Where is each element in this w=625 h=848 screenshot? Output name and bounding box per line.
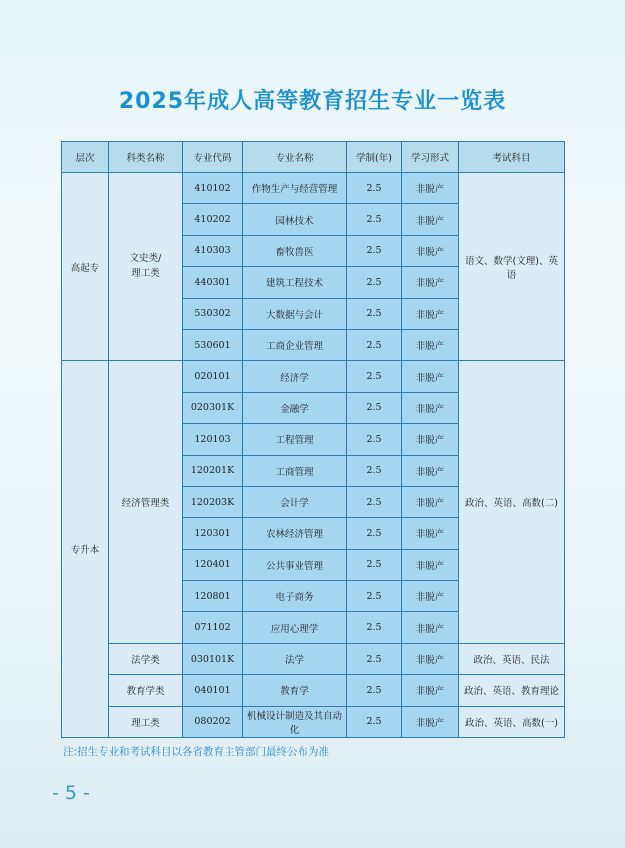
study-form-cell: 非脱产	[402, 267, 459, 298]
years-cell: 2.5	[347, 518, 402, 549]
major-name-cell: 经济学	[243, 361, 347, 392]
category-cell: 理工类	[109, 706, 183, 737]
table-row	[62, 173, 565, 204]
study-form-cell: 非脱产	[402, 329, 459, 360]
header-code: 专业代码	[183, 142, 243, 173]
years-cell: 2.5	[347, 643, 402, 674]
major-code-cell: 040101	[183, 675, 243, 706]
major-code-cell: 410202	[183, 204, 243, 235]
category-cell: 教育学类	[109, 675, 183, 706]
study-form-cell: 非脱产	[402, 675, 459, 706]
major-code-cell: 410303	[183, 235, 243, 266]
major-name-cell: 金融学	[243, 392, 347, 423]
level-cell: 高起专	[62, 173, 109, 361]
page-title: 2025年成人高等教育招生专业一览表	[118, 89, 507, 114]
major-name-cell: 工商管理	[243, 455, 347, 486]
header-major: 专业名称	[243, 142, 347, 173]
major-name-cell: 会计学	[243, 486, 347, 517]
exam-subjects-cell: 政治、英语、高数(二)	[459, 361, 565, 644]
years-cell: 2.5	[347, 706, 402, 737]
major-name-cell: 工商企业管理	[243, 329, 347, 360]
study-form-cell: 非脱产	[402, 298, 459, 329]
years-cell: 2.5	[347, 486, 402, 517]
exam-subjects-cell: 政治、英语、民法	[459, 643, 565, 674]
study-form-cell: 非脱产	[402, 424, 459, 455]
majors-table	[61, 141, 565, 738]
major-name-cell: 法学	[243, 643, 347, 674]
years-cell: 2.5	[347, 361, 402, 392]
study-form-cell: 非脱产	[402, 392, 459, 423]
study-form-cell: 非脱产	[402, 235, 459, 266]
exam-subjects-cell: 语文、数学(文理)、英语	[459, 173, 565, 361]
major-name-cell: 教育学	[243, 675, 347, 706]
major-code-cell: 120201K	[183, 455, 243, 486]
major-name-cell: 应用心理学	[243, 612, 347, 643]
table-row	[62, 643, 565, 674]
major-name-cell: 公共事业管理	[243, 549, 347, 580]
years-cell: 2.5	[347, 267, 402, 298]
major-code-cell: 020301K	[183, 392, 243, 423]
years-cell: 2.5	[347, 549, 402, 580]
major-code-cell: 440301	[183, 267, 243, 298]
major-code-cell: 410102	[183, 173, 243, 204]
exam-subjects-cell: 政治、英语、高数(一)	[459, 706, 565, 737]
header-years: 学制(年)	[347, 142, 402, 173]
footnote: 注:招生专业和考试科目以各省教育主管部门最终公布为准	[63, 746, 330, 758]
study-form-cell: 非脱产	[402, 643, 459, 674]
years-cell: 2.5	[347, 455, 402, 486]
years-cell: 2.5	[347, 424, 402, 455]
table-row	[62, 361, 565, 392]
category-cell: 法学类	[109, 643, 183, 674]
major-code-cell: 120801	[183, 581, 243, 612]
major-code-cell: 030101K	[183, 643, 243, 674]
table-row	[62, 706, 565, 737]
major-name-cell: 电子商务	[243, 581, 347, 612]
years-cell: 2.5	[347, 612, 402, 643]
years-cell: 2.5	[347, 581, 402, 612]
major-code-cell: 120103	[183, 424, 243, 455]
table-row	[62, 675, 565, 706]
table-header-row	[62, 142, 565, 173]
category-cell: 经济管理类	[109, 361, 183, 644]
study-form-cell: 非脱产	[402, 581, 459, 612]
years-cell: 2.5	[347, 298, 402, 329]
major-name-cell: 工程管理	[243, 424, 347, 455]
major-name-cell: 畜牧兽医	[243, 235, 347, 266]
category-cell: 文史类/ 理工类	[109, 173, 183, 361]
study-form-cell: 非脱产	[402, 173, 459, 204]
major-name-cell: 大数据与会计	[243, 298, 347, 329]
years-cell: 2.5	[347, 204, 402, 235]
major-code-cell: 530601	[183, 329, 243, 360]
major-code-cell: 120401	[183, 549, 243, 580]
major-code-cell: 120203K	[183, 486, 243, 517]
study-form-cell: 非脱产	[402, 204, 459, 235]
header-subjects: 考试科目	[459, 142, 565, 173]
major-name-cell: 机械设计制造及其自动化	[243, 706, 347, 737]
study-form-cell: 非脱产	[402, 518, 459, 549]
years-cell: 2.5	[347, 329, 402, 360]
major-code-cell: 530302	[183, 298, 243, 329]
major-name-cell: 建筑工程技术	[243, 267, 347, 298]
study-form-cell: 非脱产	[402, 549, 459, 580]
major-code-cell: 020101	[183, 361, 243, 392]
header-form: 学习形式	[402, 142, 459, 173]
study-form-cell: 非脱产	[402, 486, 459, 517]
level-cell: 专升本	[62, 361, 109, 738]
major-name-cell: 作物生产与经营管理	[243, 173, 347, 204]
major-code-cell: 120301	[183, 518, 243, 549]
major-code-cell: 080202	[183, 706, 243, 737]
major-name-cell: 农林经济管理	[243, 518, 347, 549]
major-code-cell: 071102	[183, 612, 243, 643]
page-number: - 5 -	[52, 782, 90, 804]
exam-subjects-cell: 政治、英语、教育理论	[459, 675, 565, 706]
study-form-cell: 非脱产	[402, 455, 459, 486]
study-form-cell: 非脱产	[402, 706, 459, 737]
header-level: 层次	[62, 142, 109, 173]
years-cell: 2.5	[347, 173, 402, 204]
major-name-cell: 园林技术	[243, 204, 347, 235]
study-form-cell: 非脱产	[402, 612, 459, 643]
years-cell: 2.5	[347, 235, 402, 266]
study-form-cell: 非脱产	[402, 361, 459, 392]
years-cell: 2.5	[347, 675, 402, 706]
years-cell: 2.5	[347, 392, 402, 423]
header-category: 科类名称	[109, 142, 183, 173]
